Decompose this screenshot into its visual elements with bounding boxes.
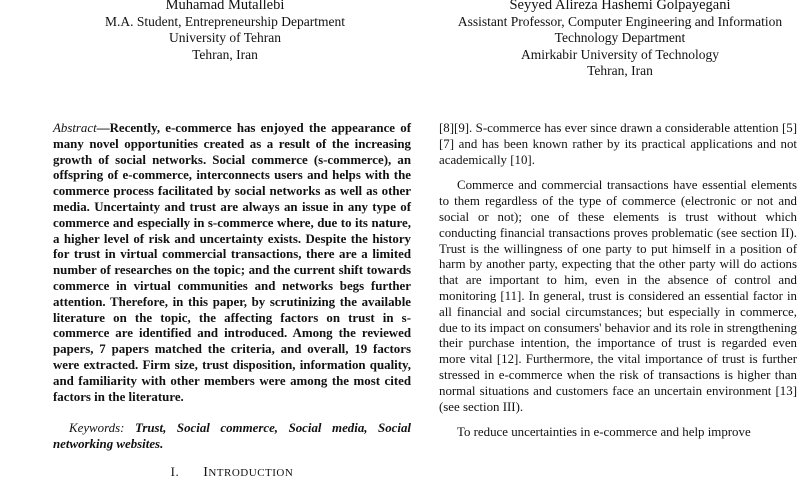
abstract (53, 121, 411, 405)
body-paragraph: To reduce uncertainties in e-commerce and help improve (457, 425, 751, 440)
author-name: Seyyed Alireza Hashemi Golpayegani (509, 0, 731, 13)
left-column (53, 121, 411, 482)
author-affiliation-line: Tehran, Iran (587, 63, 653, 78)
keywords-text: Trust, Social commerce, Social media, Social networking websites. (53, 421, 411, 452)
author-affiliation-line: Tehran, Iran (192, 46, 258, 62)
author-affiliation-line: Technology Department (554, 30, 686, 45)
author-name: Muhamad Mutallebi (165, 0, 285, 13)
abstract-text: —Recently, e-commerce has enjoyed the appearance of many novel opportunities created as a result of the increasing growth of social networks. Social commerce (s-commerce), an offspring of e-commerce, interconnects users and helps with the commerce process facilitated by social networks as well as other media. Uncertainty and trust are always an issue in any type of commerce and especially in s-commerce where, due to its nature, a higher level of risk and uncertainty exists. Despite the history for trust in virtual commercial transactions, there are a limited number of researches on the topic; and the current shift towards commerce in virtual communities and networks begs further attention. Therefore, in this paper, by scrutinizing the available literature on the topic, the affecting factors on trust in s-commerce are identified and introduced. Among the reviewed papers, 7 papers matched the criteria, and overall, 19 factors were extracted. Firm size, trust disposition, information quality, and familiarity with other members were among the most cited factors in the literature. (53, 121, 411, 404)
section-title-rest: NTRODUCTION (208, 466, 294, 479)
section-heading-introduction (53, 465, 411, 482)
right-column (439, 121, 797, 441)
section-numeral: I. (170, 464, 180, 479)
keywords (53, 421, 411, 453)
body-paragraph: [8][9]. S-commerce has ever since drawn a considerable attention [5][7] and has been known rather by its practical applications and not academically [10]. (439, 121, 797, 167)
author-affiliation-line: Assistant Professor, Computer Engineering and Information (457, 13, 783, 29)
author-affiliation-line: M.A. Student, Entrepreneurship Department (105, 13, 345, 29)
author-block-right (440, 0, 800, 80)
author-block-left (60, 0, 390, 63)
author-affiliation-line: University of Tehran (168, 30, 282, 45)
author-affiliation-line: Amirkabir University of Technology (521, 46, 719, 62)
section-title-initial: I (203, 464, 209, 480)
body-paragraph: Commerce and commercial transactions have essential elements to them regardless of the type of commerce (electronic or not and social or not); one of these elements is trust without which conducting financial transactions proves problematic (see section II). Trust is the willingness of one party to put himself in a position of harm by another party, expecting that the other party will do actions that are important to him, even in the absence of control and monitoring [11]. In general, trust is considered an essential factor in all financial and social circumstances; but especially in commerce, due to its impact on consumers' behavior and its role in strengthening their purchase intention, the importance of trust is regarded even more vital [12]. Furthermore, the vital importance of trust is further stressed in e-commerce when the risk of transactions is higher than normal situations and customers face an uncertain environment [13] (see section III). (439, 178, 797, 414)
abstract-label: Abstract (53, 121, 97, 135)
keywords-label: Keywords: (69, 421, 125, 436)
